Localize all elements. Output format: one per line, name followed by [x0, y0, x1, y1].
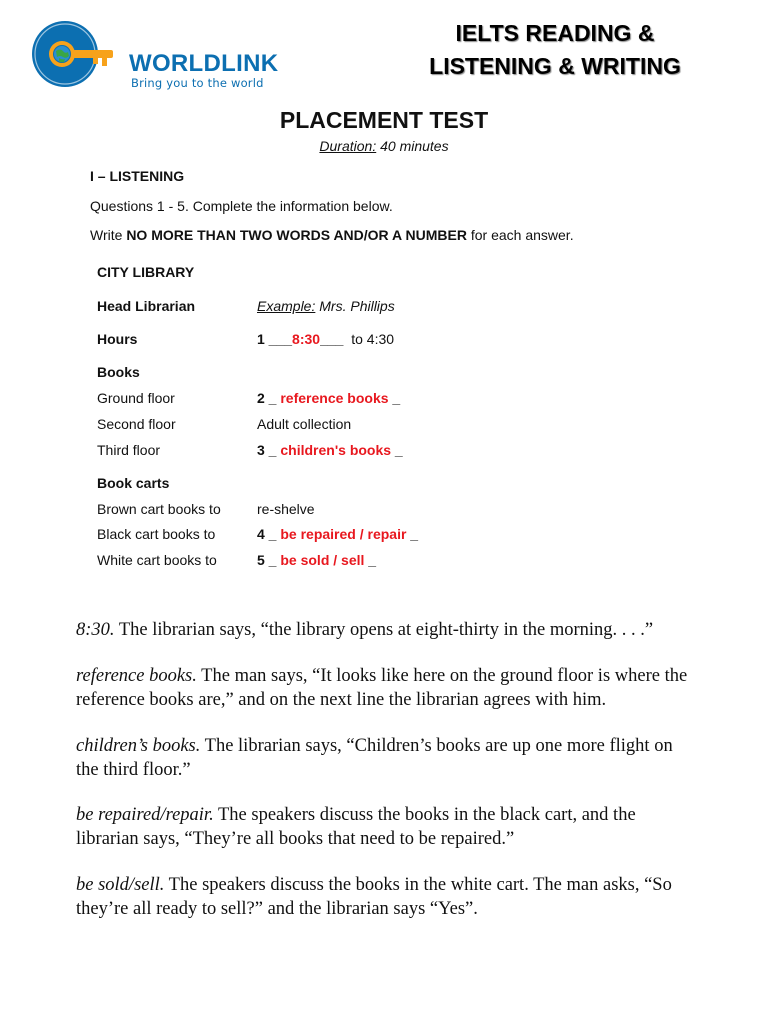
q1-after: to 4:30 [351, 331, 395, 347]
question-3 [257, 441, 403, 459]
section-heading: I – LISTENING [90, 168, 185, 184]
question-1 [257, 330, 394, 348]
explanation-4-text: The speakers discuss the books in the black cart, and the librarian says, “They’re all books that need to be repaired.” [76, 805, 636, 849]
example-row [257, 297, 395, 315]
explanation-4-key: be repaired/repair. [76, 805, 214, 825]
q2-answer: reference books [280, 390, 389, 406]
duration-label: Duration: [319, 138, 377, 154]
white-cart-label: White cart books to [97, 552, 217, 568]
books-label: Books [97, 364, 140, 380]
book-carts-label: Book carts [97, 475, 170, 491]
question-5 [257, 551, 376, 569]
page-title: PLACEMENT TEST [279, 107, 489, 133]
second-floor-label: Second floor [97, 416, 176, 432]
second-floor-value: Adult collection [257, 416, 352, 432]
question-2 [257, 389, 400, 407]
q2-number: 2 _ [257, 390, 281, 406]
explanation-5 [76, 873, 696, 921]
instruction-1: Questions 1 - 5. Complete the information below. [90, 198, 393, 214]
q3-tail: _ [391, 442, 403, 458]
explanation-2-key: reference books. [76, 666, 197, 686]
q5-answer: be sold / sell [280, 552, 365, 568]
form-title: CITY LIBRARY [97, 264, 195, 280]
q3-answer: children's books [280, 442, 392, 458]
ground-floor-label: Ground floor [97, 390, 175, 406]
header-title-line2: LISTENING & WRITING [429, 53, 681, 79]
q1-answer: 8:30 [292, 331, 321, 347]
example-label: Example: [257, 298, 316, 314]
header-title-line1: IELTS READING & [455, 20, 655, 46]
explanation-5-text: The speakers discuss the books in the white cart. The man asks, “So they’re all ready to sell?” and the librarian says “Yes”. [76, 875, 672, 919]
explanation-4 [76, 803, 696, 851]
logo-name: WORLDLINK [129, 50, 279, 77]
explanation-2-text: The man says, “It looks like here on the ground floor is where the reference books are,” and on the next line the librarian agrees with him. [76, 666, 688, 710]
explanation-1 [76, 618, 696, 642]
instruction-2 [90, 226, 574, 244]
black-cart-label: Black cart books to [97, 526, 216, 542]
example-value: Mrs. Phillips [315, 298, 395, 314]
explanation-3-key: children’s books. [76, 736, 201, 756]
head-librarian-label: Head Librarian [97, 298, 196, 314]
q1-tail: ___ [320, 331, 344, 347]
q3-number: 3 _ [257, 442, 281, 458]
explanation-2 [76, 664, 696, 712]
brown-cart-value: re-shelve [257, 501, 315, 517]
explanation-5-key: be sold/sell. [76, 875, 165, 895]
q4-tail: _ [406, 526, 419, 542]
duration [0, 138, 768, 154]
q1-number: 1 ___ [257, 331, 293, 347]
q5-number: 5 _ [257, 552, 281, 568]
logo-tagline: Bring you to the world [131, 76, 264, 90]
globe-key-icon [31, 20, 131, 88]
duration-value: 40 minutes [376, 138, 449, 154]
explanation-1-key: 8:30. [76, 620, 115, 640]
explanation-3 [76, 734, 696, 782]
explanation-1-text: The librarian says, “the library opens at eight-thirty in the morning. . . .” [114, 620, 654, 640]
q4-number: 4 _ [257, 526, 281, 542]
question-4 [257, 525, 418, 543]
instruction-2-post: for each answer. [466, 227, 574, 243]
q2-tail: _ [388, 390, 401, 406]
hours-label: Hours [97, 331, 138, 347]
explanation-3-text: The librarian says, “Children’s books are up one more flight on the third floor.” [76, 736, 673, 780]
third-floor-label: Third floor [97, 442, 161, 458]
instruction-2-bold: NO MORE THAN TWO WORDS AND/OR A NUMBER [126, 227, 467, 243]
brown-cart-label: Brown cart books to [97, 501, 221, 517]
q5-tail: _ [364, 552, 377, 568]
worldlink-logo [31, 20, 279, 90]
instruction-2-pre: Write [90, 227, 127, 243]
q4-answer: be repaired / repair [280, 526, 407, 542]
